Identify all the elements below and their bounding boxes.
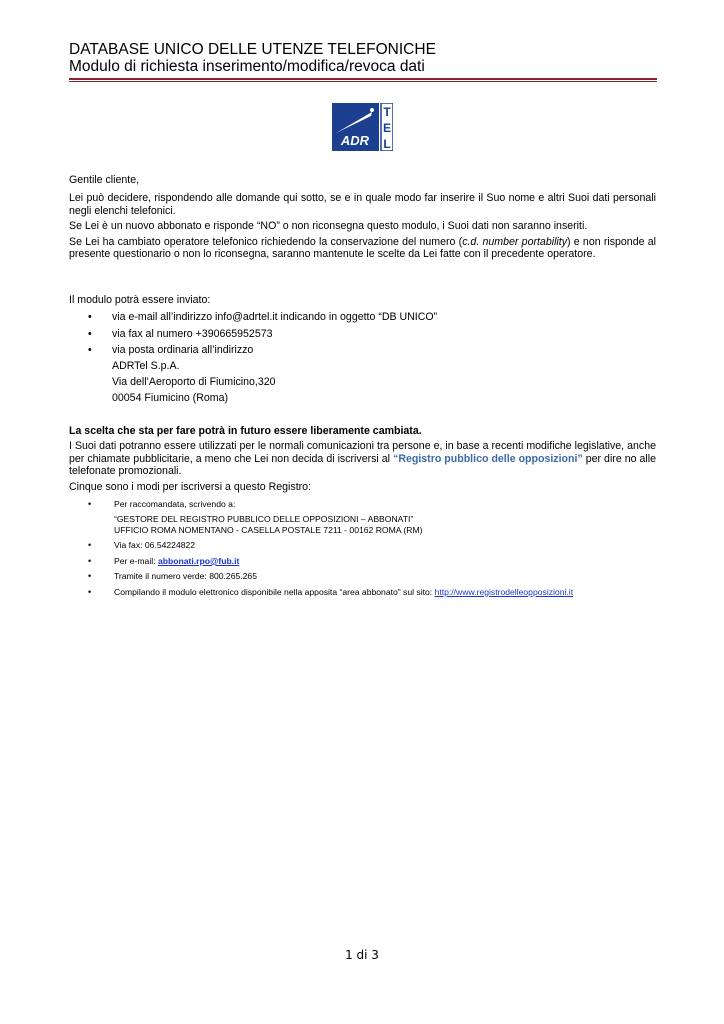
bullet-icon: • (88, 327, 92, 340)
list-item (69, 499, 656, 536)
way2-fax: Via fax: 06.54224822 (114, 540, 196, 551)
logo-tel-t: T (383, 105, 391, 119)
way5-label: Compilando il modulo elettronico disponibile nella apposita “area abbonato” sul sito: (114, 586, 435, 597)
logo-tel-e: E (382, 121, 392, 135)
registry-section (69, 425, 656, 602)
adrtel-logo (332, 103, 393, 151)
way1-label: Per raccomandata, scrivendo a: (114, 499, 236, 510)
send-item-post: via posta ordinaria all’indirizzo (112, 343, 254, 356)
address-line: Via dell’Aeroporto di Fiumicino,320 (112, 376, 276, 389)
list-item (69, 540, 656, 551)
send-item-fax: via fax al numero +390665952573 (112, 327, 273, 340)
logo-tel-l: L (383, 137, 391, 151)
header-rule (69, 78, 657, 80)
bullet-icon: • (88, 311, 92, 324)
registry-ways-list (69, 499, 656, 598)
bullet-icon: • (88, 586, 92, 597)
registry-paragraph (69, 440, 656, 477)
bullet-icon: • (88, 499, 92, 510)
p3-end: ) e non risponde al presente questionario o non lo riconsegna, saranno mantenute le scelte da Lei fatte con il precedente operatore. (69, 235, 656, 261)
registry-ways (69, 499, 656, 598)
registry-email-link[interactable]: abbonati.rpo@fub.it (157, 555, 240, 566)
p3-emphasis: c.d. number portability (462, 235, 568, 248)
logo-brand-text: ADR (340, 133, 370, 148)
intro-section (69, 174, 656, 260)
send-item-email: via e-mail all’indirizzo info@adrtel.it indicando in oggetto “DB UNICO” (112, 311, 438, 324)
registry-website-link[interactable]: http://www.registrodelleopposizioni.it (434, 586, 574, 597)
registry-text-a: I Suoi dati potranno essere utilizzati per le normali comunicazioni tra persone e, in base a recenti modifiche legislative, anche per chiamate pubblicitarie, a meno che Lei non decida di iscriversi al (69, 440, 656, 465)
postal-address (69, 360, 656, 405)
bullet-icon: • (88, 555, 92, 566)
bullet-icon: • (88, 571, 92, 582)
registry-bold-title: La scelta che sta per fare potrà in futuro essere liberamente cambiata. (69, 425, 422, 437)
bullet-icon: • (88, 343, 92, 356)
way4-toll-free: Tramite il numero verde: 800.265.265 (114, 571, 257, 582)
list-item (69, 311, 656, 323)
intro-paragraph-1: Lei può decidere, rispondendo alle domande qui sotto, se e in quale modo far inserire il Suo nome e altri Suoi dati personali negli elenchi telefonici. (69, 192, 656, 217)
way3-label: Per e-mail: (114, 555, 158, 566)
way1-address-line-1: “GESTORE DEL REGISTRO PUBBLICO DELLE OPPOSIZIONI – ABBONATI” (114, 514, 414, 525)
way1-address-line-2: UFFICIO ROMA NOMENTANO - CASELLA POSTALE 7211 - 00162 ROMA (RM) (114, 525, 423, 536)
intro-paragraph-2: Se Lei è un nuovo abbonato e risponde “NO” o non riconsegna questo modulo, i Suoi dati non saranno inseriti. (69, 220, 588, 233)
intro-paragraph-3 (69, 236, 656, 261)
registry-text-b: per dire no alle telefonate promozionali. (69, 452, 657, 478)
send-section (69, 294, 656, 409)
send-intro: Il modulo potrà essere inviato: (69, 294, 211, 306)
header-rule-thin (69, 81, 657, 82)
list-item (69, 344, 656, 356)
list-item (69, 571, 656, 582)
registry-highlight: “Registro pubblico delle opposizioni” (393, 452, 583, 465)
send-methods-list (69, 311, 656, 356)
registry-ways-intro: Cinque sono i modi per iscriversi a questo Registro: (69, 480, 312, 493)
greeting: Gentile cliente, (69, 174, 140, 186)
address-line: 00054 Fiumicino (Roma) (112, 392, 228, 405)
list-item (69, 556, 656, 567)
document-subtitle: Modulo di richiesta inserimento/modifica/revoca dati (69, 58, 425, 75)
document-title: DATABASE UNICO DELLE UTENZE TELEFONICHE (69, 41, 436, 58)
p3-start: Se Lei ha cambiato operatore telefonico richiedendo la conservazione del numero ( (69, 235, 463, 248)
address-line: ADRTel S.p.A. (112, 360, 180, 373)
page-number: 1 di 3 (345, 948, 379, 962)
logo-plane-dot (370, 108, 374, 112)
list-item (69, 328, 656, 340)
list-item (69, 587, 656, 598)
bullet-icon: • (88, 540, 92, 551)
